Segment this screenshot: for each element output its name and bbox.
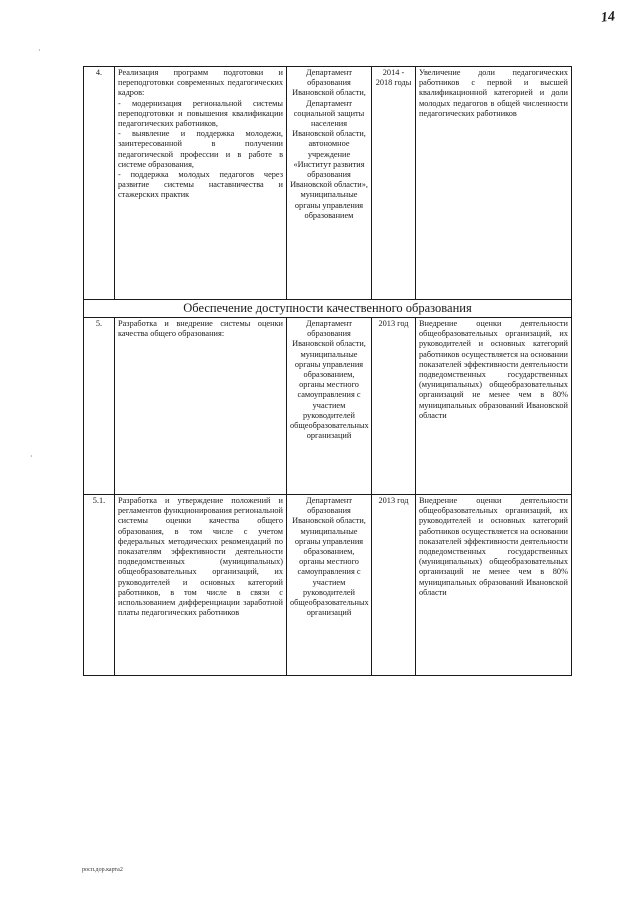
footer-file-label: росп.дор.карта2 xyxy=(82,867,123,873)
result-cell: Внедрение оценки деятельности общеобразовательных организаций, их руководителей и основных категорий работников осуществляется на основании показателей эффективности деятельности подведомственных государственных (муниципальных) общеобразовательных организаций не менее чем в 80% муниципальных образований Ивановской области xyxy=(416,318,572,495)
measures-table xyxy=(83,66,572,676)
measure-cell: Разработка и внедрение системы оценки качества общего образования: xyxy=(115,318,287,495)
years-cell: 2013 год xyxy=(372,495,416,676)
row-number: 4. xyxy=(84,67,115,300)
years-cell: 2014 - 2018 годы xyxy=(372,67,416,300)
scan-mark: · xyxy=(38,46,41,55)
result-cell: Увеличение доли педагогических работников с первой и высшей квалификационной категорией и доли молодых педагогов в общей численности педагогических работников xyxy=(416,67,572,300)
scan-mark: · xyxy=(30,452,33,461)
section-row xyxy=(84,300,572,318)
result-cell: Внедрение оценки деятельности общеобразовательных организаций, их руководителей и основных категорий работников осуществляется на основании показателей эффективности деятельности подведомственных государственных (муниципальных) общеобразовательных организаций не менее чем в 80% муниципальных образований Ивановской области xyxy=(416,495,572,676)
row-number: 5. xyxy=(84,318,115,495)
executors-cell: Департамент образования Ивановской области, Департамент социальной защиты населения Ивановской области, автономное учреждение «Институт развития образования Ивановской области», муниципальные органы управления образованием xyxy=(287,67,372,300)
row-number: 5.1. xyxy=(84,495,115,676)
table-row xyxy=(84,67,572,300)
measure-cell: Разработка и утверждение положений и регламентов функционирования региональной системы оценки качества общего образования, в том числе с учетом федеральных методических рекомендаций по показателям эффективности деятельности подведомственных (муниципальных) общеобразовательных организаций, их руководителей и основных категорий работников, в том числе в связи с использованием дифференциации заработной платы педагогических работников xyxy=(115,495,287,676)
executors-cell: Департамент образования Ивановской области, муниципальные органы управления образованием, органы местного самоуправления с участием руководителей общеобразовательных организаций xyxy=(287,495,372,676)
measure-cell: Реализация программ подготовки и переподготовки современных педагогических кадров: - модернизация региональной системы переподготовки и повышения квалификации педагогических работников, - выявление и поддержка молодежи, заинтересованной в получении педагогической профессии и в работе в системе образования, - поддержка молодых педагогов через развитие системы наставничества и стажерских практик xyxy=(115,67,287,300)
table-row xyxy=(84,495,572,676)
years-cell: 2013 год xyxy=(372,318,416,495)
section-heading: Обеспечение доступности качественного образования xyxy=(84,300,572,318)
executors-cell: Департамент образования Ивановской области, муниципальные органы управления образованием, органы местного самоуправления с участием руководителей общеобразовательных организаций xyxy=(287,318,372,495)
table-row xyxy=(84,318,572,495)
page-number: 14 xyxy=(600,9,616,26)
